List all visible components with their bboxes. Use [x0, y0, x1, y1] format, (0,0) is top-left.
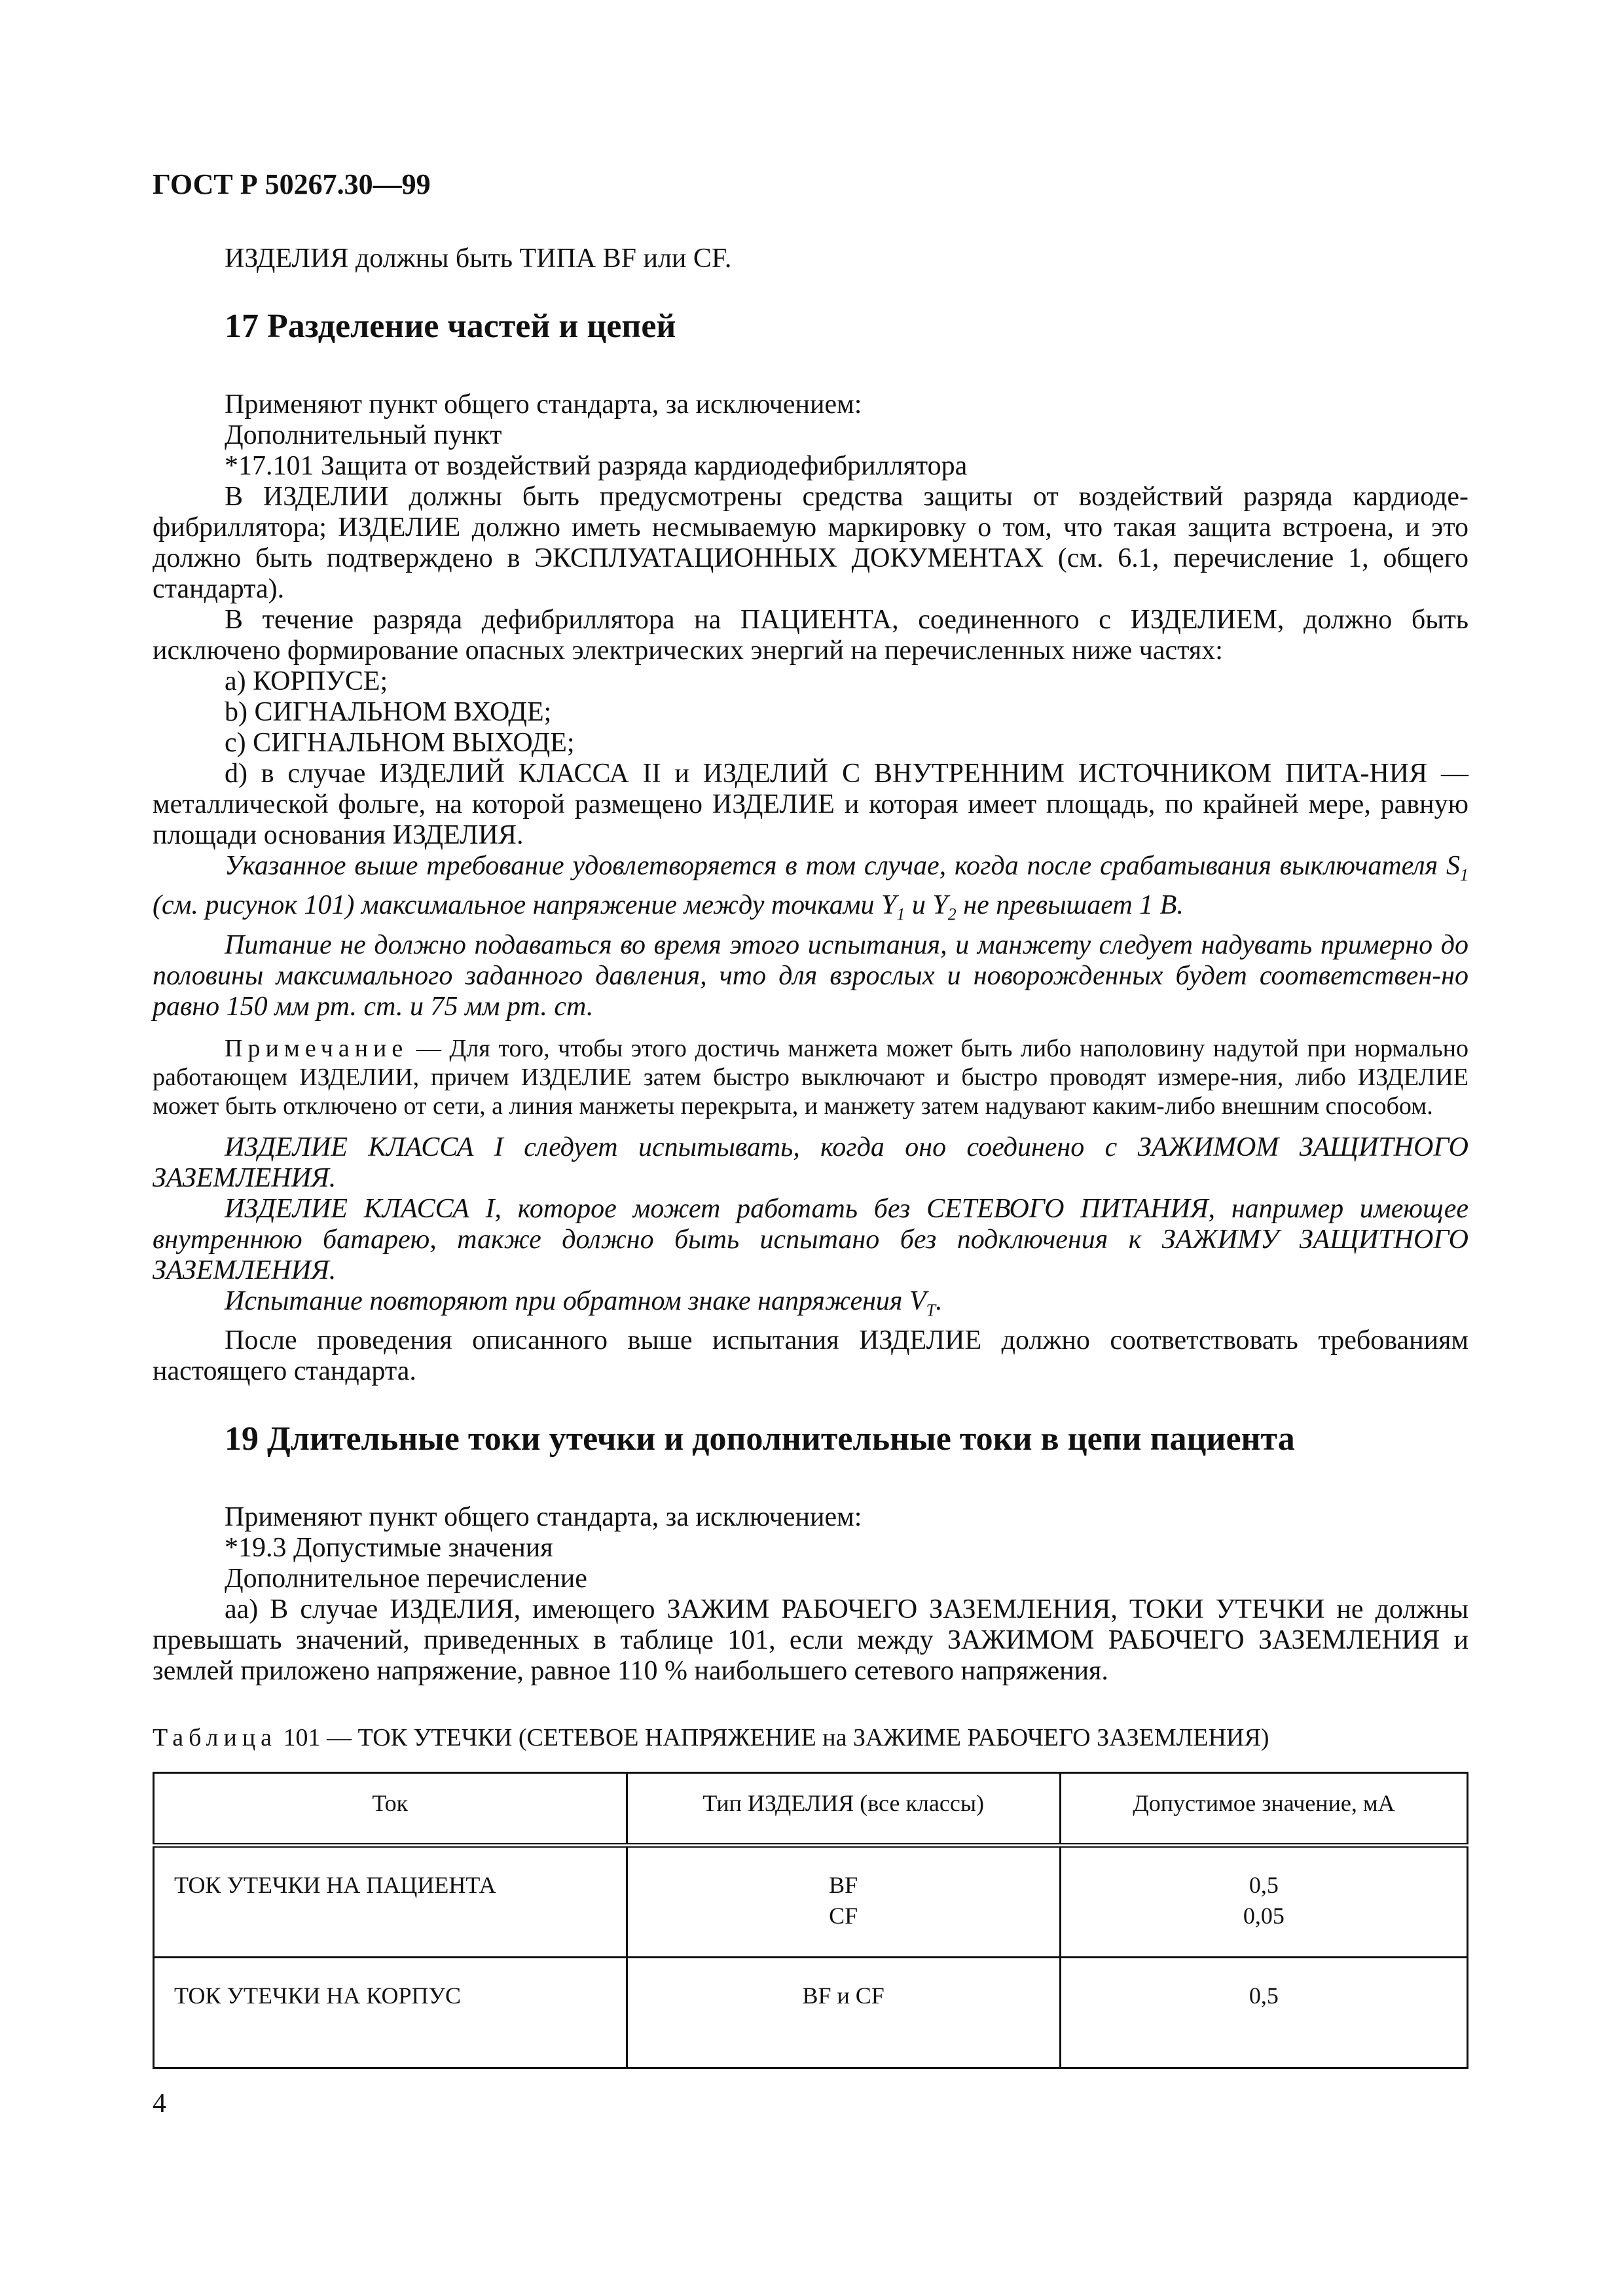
subscript: T — [926, 1300, 936, 1320]
leakage-current-table — [153, 1772, 1468, 2069]
italic-paragraph: Питание не должно подаваться во время этого испытания, и манжету следует надувать примерно до половины максимального заданного давления, что для взрослых и новорожденных будет соответствен-но равно 150 мм рт. ст. и 75 мм рт. ст. — [153, 929, 1468, 1022]
paragraph: В ИЗДЕЛИИ должны быть предусмотрены средства защиты от воздействий разряда кардиоде-фибриллятора; ИЗДЕЛИЕ должно иметь несмываемую маркировку о том, что такая защита встроена, и это должно быть подтверждено в ЭКСПЛУАТАЦИОННЫХ ДОКУМЕНТАХ (см. 6.1, перечисление 1, общего стандарта). — [153, 482, 1468, 604]
subscript: 1 — [896, 905, 905, 924]
note-label: Примечание — [225, 1034, 409, 1062]
paragraph: *19.3 Допустимые значения — [225, 1533, 553, 1564]
page-content — [153, 243, 1468, 2069]
note — [153, 1034, 1468, 1121]
italic-paragraph: ИЗДЕЛИЕ КЛАССА I, которое может работать без СЕТЕВОГО ПИТАНИЯ, например имеющее внутреннюю батарею, также должно быть испытано без подключения к ЗАЖИМУ ЗАЩИТНОГО ЗАЗЕМЛЕНИЯ. — [153, 1193, 1468, 1285]
list-item: d) в случае ИЗДЕЛИЙ КЛАССА II и ИЗДЕЛИЙ С ВНУТРЕННИМ ИСТОЧНИКОМ ПИТА-НИЯ — металлической фольге, на которой размещено ИЗДЕЛИЕ и которая имеет площадь, по крайней мере, равную площади основания ИЗДЕЛИЯ. — [153, 759, 1468, 850]
table-cell: ТОК УТЕЧКИ НА КОРПУС — [154, 1958, 627, 2068]
paragraph: Дополнительный пункт — [225, 420, 502, 450]
paragraph: *17.101 Защита от воздействий разряда кардиодефибриллятора — [225, 451, 968, 481]
cell-line: CF — [829, 1903, 858, 1929]
intro-line: ИЗДЕЛИЯ должны быть ТИПА BF или CF. — [225, 243, 732, 274]
table-title: 101 — ТОК УТЕЧКИ (СЕТЕВОЕ НАПРЯЖЕНИЕ на ЗАЖИМЕ РАБОЧЕГО ЗАЗЕМЛЕНИЯ) — [277, 1724, 1269, 1752]
paragraph: аа) В случае ИЗДЕЛИЯ, имеющего ЗАЖИМ РАБОЧЕГО ЗАЗЕМЛЕНИЯ, ТОКИ УТЕЧКИ не должны превышать значений, приведенных в таблице 101, если между ЗАЖИМОМ РАБОЧЕГО ЗАЗЕМЛЕНИЯ и землей приложено напряжение, равное 110 % наибольшего сетевого напряжения. — [153, 1594, 1468, 1687]
italic-paragraph: ИЗДЕЛИЕ КЛАССА I следует испытывать, когда оно соединено с ЗАЖИМОМ ЗАЩИТНОГО ЗАЗЕМЛЕНИЯ. — [153, 1132, 1468, 1193]
italic-paragraph — [153, 851, 1468, 930]
text-run: и Y — [905, 890, 948, 921]
section-17-title: 17 Разделение частей и цепей — [225, 308, 676, 345]
column-header: Тип ИЗДЕЛИЯ (все классы) — [627, 1773, 1060, 1846]
table-cell: 0,5 — [1060, 1958, 1467, 2068]
cell-line: 0,5 — [1249, 1872, 1279, 1899]
table-label: Таблица — [153, 1724, 278, 1752]
note-text: — Для того, чтобы этого достичь манжета может быть либо наполовину надутой при нормально работающем ИЗДЕЛИИ, причем ИЗДЕЛИЕ затем быстро выключают и быстро проводят измере-ния, либо ИЗДЕЛИЕ может быть отключено от сети, а линия манжеты перекрыта, и манжету затем надувают каким-либо внешним способом. — [153, 1034, 1468, 1120]
page-number: 4 — [153, 2089, 166, 2119]
paragraph: В течение разряда дефибриллятора на ПАЦИЕНТА, соединенного с ИЗДЕЛИЕМ, должно быть исключено формирование опасных электрических энергий на перечисленных ниже частях: — [153, 605, 1468, 666]
text-run: не превышает 1 В. — [956, 890, 1184, 921]
table-cell — [627, 1846, 1060, 1958]
text-run: Указанное выше требование удовлетворяется в том случае, когда после срабатывания выключателя S — [225, 851, 1460, 881]
subscript: 2 — [947, 905, 957, 924]
table-caption — [153, 1723, 1468, 1752]
table-row — [154, 1846, 1468, 1958]
table-cell — [1060, 1846, 1467, 1958]
table-cell: BF и CF — [627, 1958, 1060, 2068]
column-header: Ток — [154, 1773, 627, 1846]
list-item: b) СИГНАЛЬНОМ ВХОДЕ; — [225, 697, 552, 727]
paragraph: Применяют пункт общего стандарта, за исключением: — [225, 389, 862, 420]
cell-line: 0,05 — [1243, 1903, 1285, 1929]
paragraph: Применяют пункт общего стандарта, за исключением: — [225, 1502, 862, 1533]
text-run: Испытание повторяют при обратном знаке напряжения V — [225, 1285, 926, 1316]
cell-line: BF — [829, 1872, 858, 1899]
italic-paragraph — [153, 1286, 1468, 1325]
list-item: а) КОРПУСЕ; — [225, 666, 388, 696]
table-header-row — [154, 1773, 1468, 1846]
text-run: . — [936, 1285, 943, 1316]
text-run: (см. рисунок 101) максимальное напряжение между точками Y — [153, 890, 897, 921]
column-header: Допустимое значение, мА — [1060, 1773, 1467, 1846]
section-19-title: 19 Длительные токи утечки и дополнительные токи в цепи пациента — [225, 1420, 1295, 1458]
standard-code: ГОСТ Р 50267.30—99 — [153, 168, 431, 200]
table-row — [154, 1958, 1468, 2068]
paragraph: Дополнительное перечисление — [225, 1564, 587, 1594]
list-item: c) СИГНАЛЬНОМ ВЫХОДЕ; — [225, 728, 575, 758]
paragraph: После проведения описанного выше испытания ИЗДЕЛИЕ должно соответствовать требованиям настоящего стандарта. — [153, 1325, 1468, 1387]
table-cell: ТОК УТЕЧКИ НА ПАЦИЕНТА — [154, 1846, 627, 1958]
subscript: 1 — [1460, 865, 1468, 885]
